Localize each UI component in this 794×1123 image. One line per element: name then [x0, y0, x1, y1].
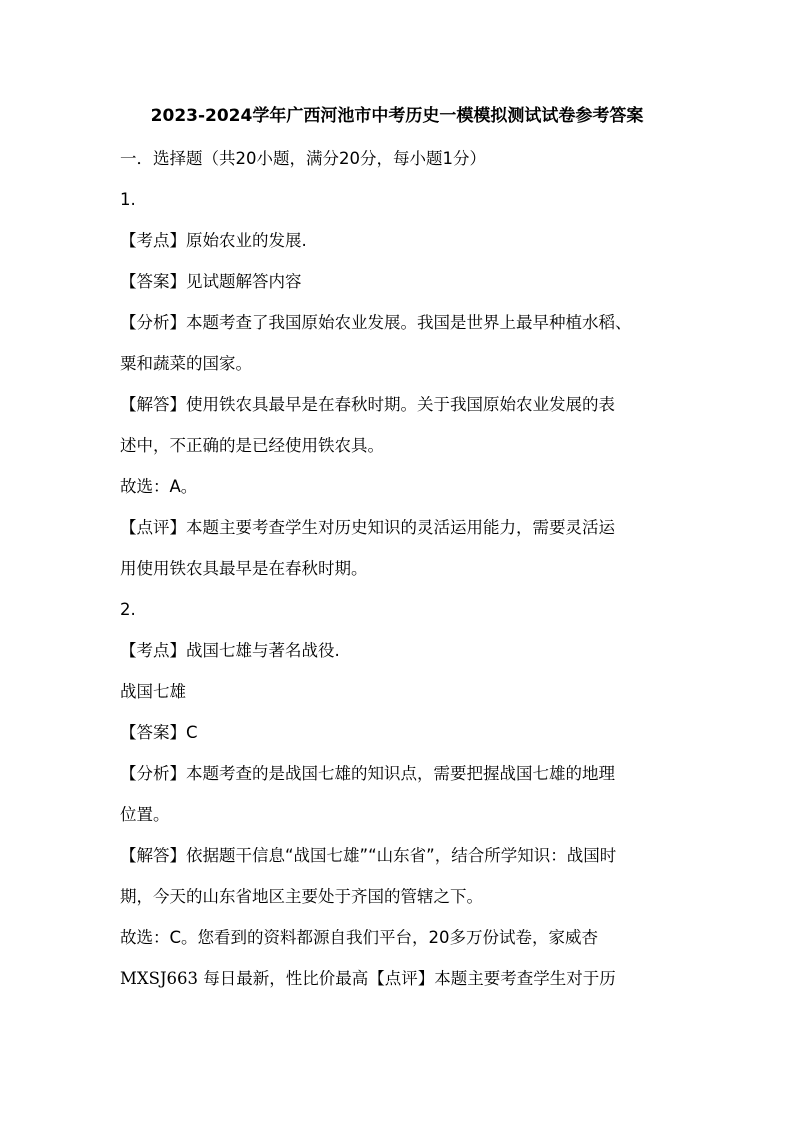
question-number: 1. [120, 190, 136, 209]
answer-line: 【答案】C [120, 723, 198, 742]
choice-line: 故选：C。您看到的资料都源自我们平台，20多万份试卷，家威杏 [120, 928, 599, 947]
analysis-line: 【分析】本题考查的是战国七雄的知识点，需要把握战国七雄的地理 [120, 764, 615, 783]
choice-line: 故选：A。 [120, 477, 198, 496]
analysis-line: 【分析】本题考查了我国原始农业发展。我国是世界上最早种植水稻、 [120, 313, 632, 332]
section-heading-multiple-choice: 一．选择题（共20小题，满分20分，每小题1分） [120, 149, 486, 168]
solution-line: 期，今天的山东省地区主要处于齐国的管辖之下。 [120, 887, 483, 906]
comment-line: 【点评】本题主要考查学生对历史知识的灵活运用能力，需要灵活运 [120, 518, 615, 537]
comment-line: MXSJ663 每日最新，性比价最高【点评】本题主要考查学生对于历 [120, 969, 616, 988]
solution-line: 【解答】依据题干信息“战国七雄”“山东省”，结合所学知识：战国时 [120, 846, 617, 865]
exam-point-detail: 战国七雄 [120, 682, 186, 701]
solution-line: 【解答】使用铁农具最早是在春秋时期。关于我国原始农业发展的表 [120, 395, 615, 414]
document-title: 2023-2024学年广西河池市中考历史一模模拟测试试卷参考答案 [150, 106, 644, 126]
solution-line: 述中，不正确的是已经使用铁农具。 [120, 436, 384, 455]
analysis-line: 粟和蔬菜的国家。 [120, 354, 252, 373]
exam-point: 【考点】原始农业的发展. [120, 231, 307, 250]
answer-line: 【答案】见试题解答内容 [120, 272, 302, 291]
answer-content [120, 145, 695, 1006]
analysis-line: 位置。 [120, 805, 170, 824]
comment-line: 用使用铁农具最早是在春秋时期。 [120, 559, 368, 578]
exam-point: 【考点】战国七雄与著名战役. [120, 641, 340, 660]
question-number: 2. [120, 600, 136, 619]
